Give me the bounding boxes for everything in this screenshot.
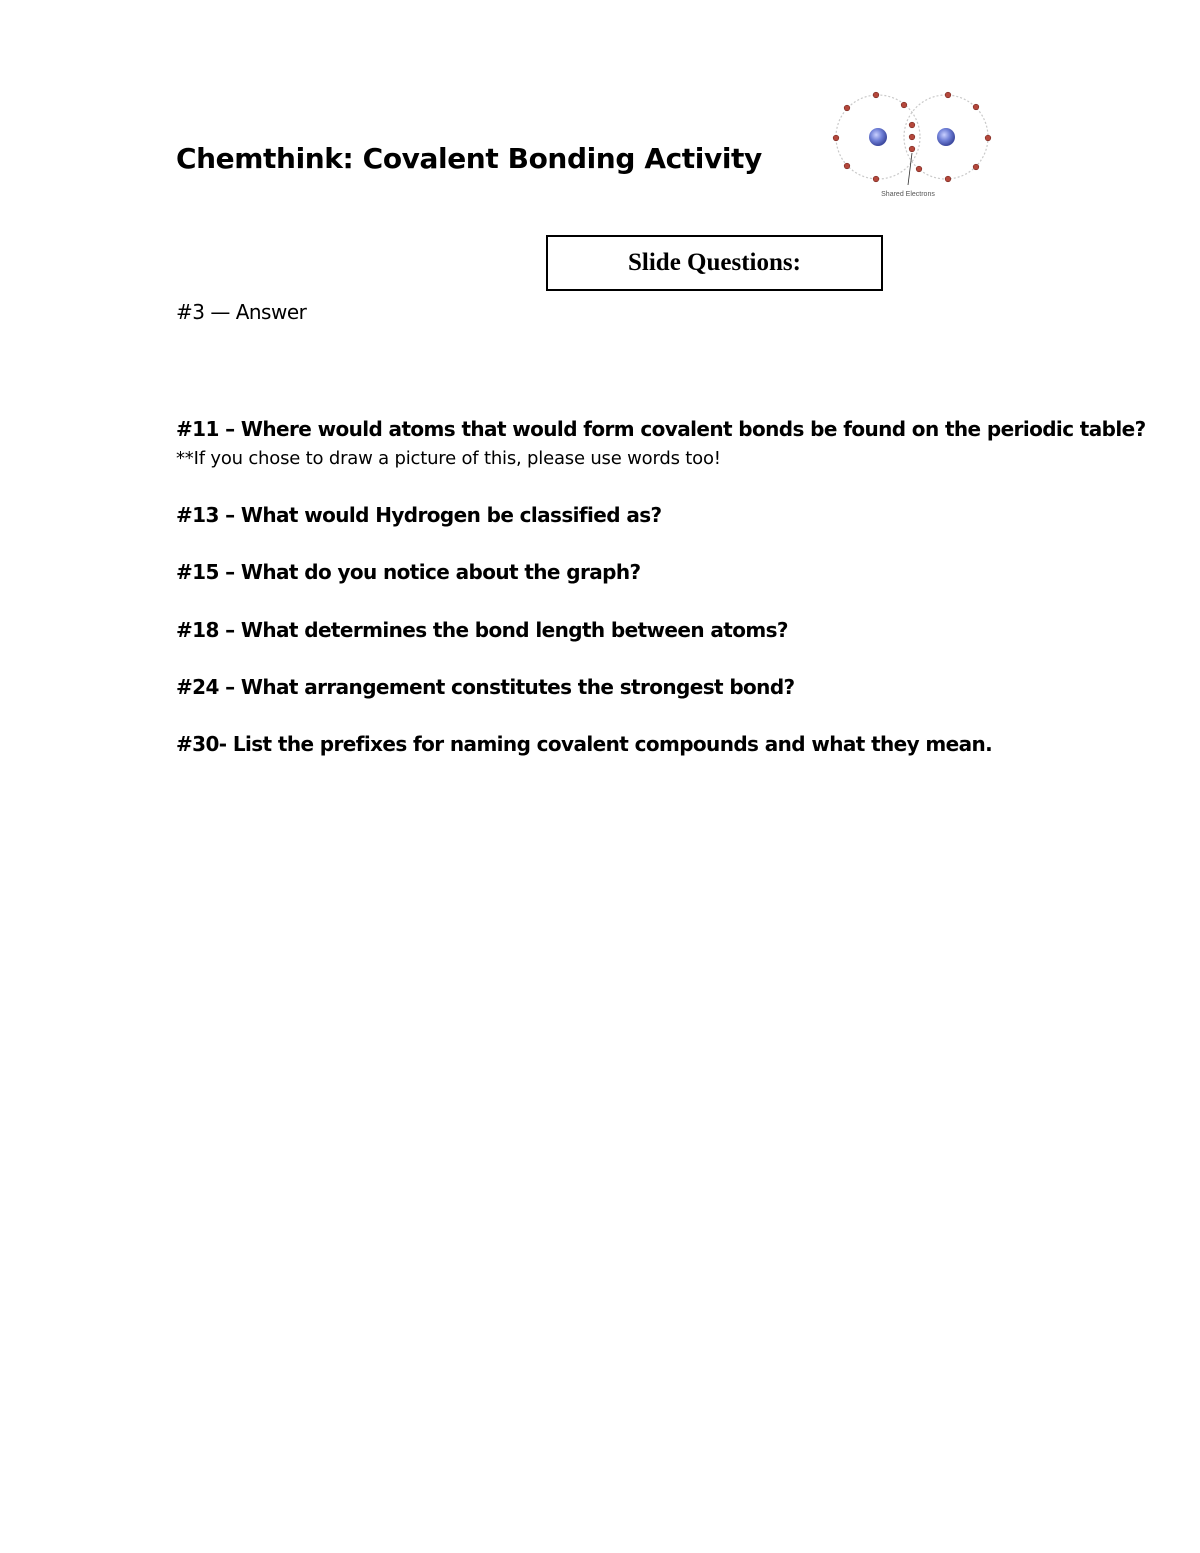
slide-questions-box xyxy=(546,235,883,291)
electrons xyxy=(833,92,991,182)
slide-questions-label: Slide Questions: xyxy=(628,249,801,276)
covalent-bond-diagram xyxy=(828,85,996,201)
left-nucleus xyxy=(869,128,887,146)
question-13: #13 – What would Hydrogen be classified as? xyxy=(176,503,662,527)
answer-line: #3 — Answer xyxy=(176,300,307,324)
shared-electrons-label: Shared Electrons xyxy=(881,191,935,198)
question-15: #15 – What do you notice about the graph? xyxy=(176,560,641,584)
page-title: Chemthink: Covalent Bonding Activity xyxy=(176,142,762,175)
right-nucleus xyxy=(937,128,955,146)
question-30: #30- List the prefixes for naming covalent compounds and what they mean. xyxy=(176,732,993,756)
question-11: #11 – Where would atoms that would form covalent bonds be found on the periodic table? xyxy=(176,417,1146,441)
question-18: #18 – What determines the bond length between atoms? xyxy=(176,618,788,642)
question-24: #24 – What arrangement constitutes the strongest bond? xyxy=(176,675,795,699)
drawing-note: **If you chose to draw a picture of this, please use words too! xyxy=(176,448,721,469)
